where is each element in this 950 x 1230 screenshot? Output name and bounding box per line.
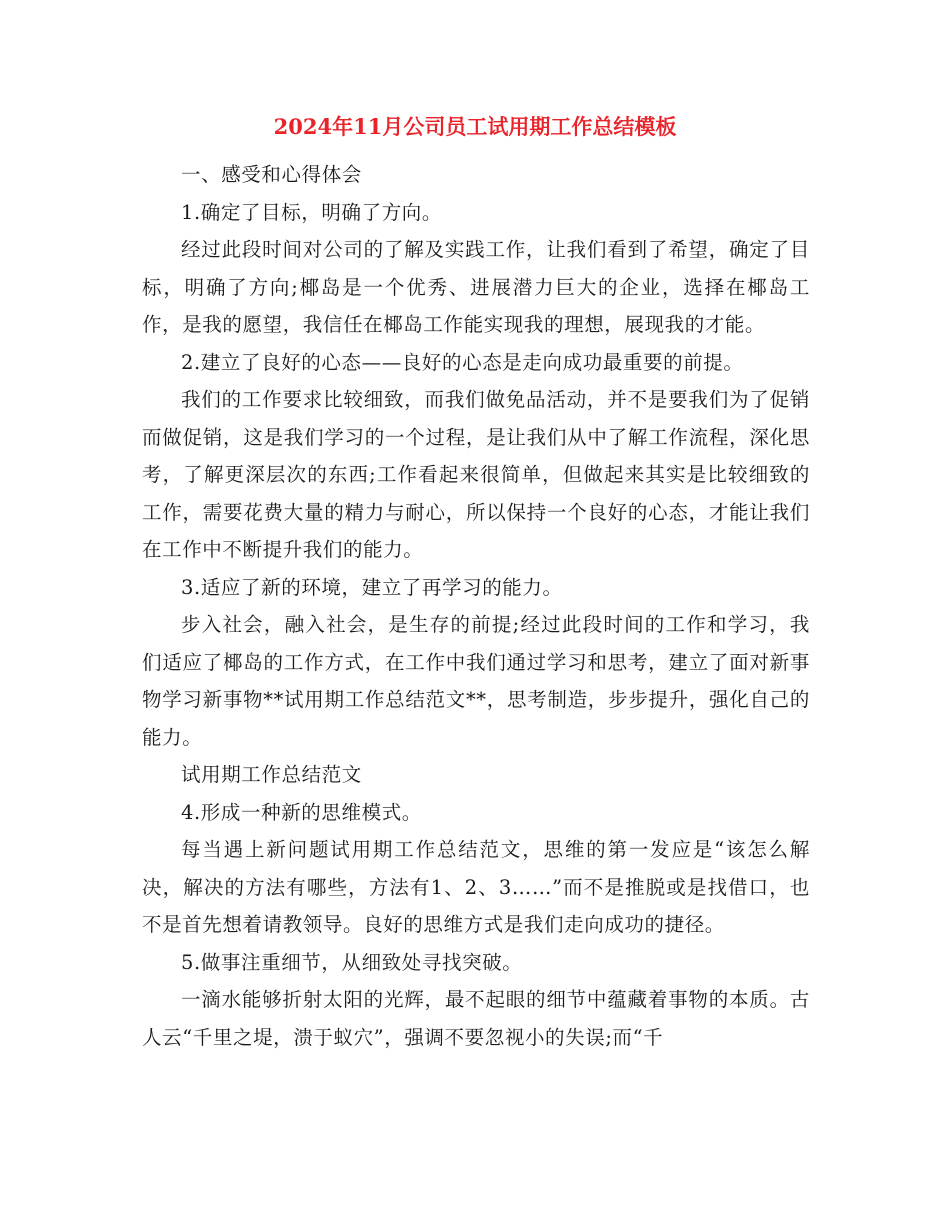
point-heading: 5.做事注重细节，从细致处寻找突破。 bbox=[181, 950, 523, 974]
body-paragraph: 我们的工作要求比较细致，而我们做免品活动，并不是要我们为了促销而做促销，这是我们学习的一个过程，是让我们从中了解工作流程，深化思考，了解更深层次的东西;工作看起来很简单，但做起来其实是比较细致的工作，需要花费大量的精力与耐心，所以保持一个良好的心态，才能让我们在工作中不断提升我们的能力。 bbox=[142, 388, 810, 561]
point-heading: 4.形成一种新的思维模式。 bbox=[181, 800, 422, 824]
point-heading: 1.确定了目标，明确了方向。 bbox=[181, 200, 443, 224]
point-heading: 3.适应了新的环境，建立了再学习的能力。 bbox=[181, 575, 563, 599]
body-paragraph: 试用期工作总结范文 bbox=[181, 763, 362, 786]
body-paragraph: 每当遇上新问题试用期工作总结范文，思维的第一发应是“该怎么解决，解决的方法有哪些，方法有1、2、3……”而不是推脱或是找借口，也不是首先想着请教领导。良好的思维方式是我们走向成功的捷径。 bbox=[142, 838, 810, 936]
body-paragraph: 一滴水能够折射太阳的光辉，最不起眼的细节中蕴藏着事物的本质。古人云“千里之堤，溃于蚁穴”，强调不要忽视小的失误;而“千 bbox=[142, 988, 810, 1049]
body-paragraph: 步入社会，融入社会，是生存的前提;经过此段时间的工作和学习，我们适应了椰岛的工作方式，在工作中我们通过学习和思考，建立了面对新事物学习新事物**试用期工作总结范文**，思考制造，步步提升，强化自己的能力。 bbox=[142, 613, 810, 749]
document-body bbox=[142, 156, 810, 1056]
section-heading: 一、感受和心得体会 bbox=[181, 163, 362, 186]
document-title: 2024年11月公司员工试用期工作总结模板 bbox=[273, 114, 677, 139]
point-heading: 2.建立了良好的心态——良好的心态是走向成功最重要的前提。 bbox=[181, 350, 744, 374]
body-paragraph: 经过此段时间对公司的了解及实践工作，让我们看到了希望，确定了目标，明确了方向;椰岛是一个优秀、进展潜力巨大的企业，选择在椰岛工作，是我的愿望，我信任在椰岛工作能实现我的理想，展现我的才能。 bbox=[142, 238, 810, 336]
